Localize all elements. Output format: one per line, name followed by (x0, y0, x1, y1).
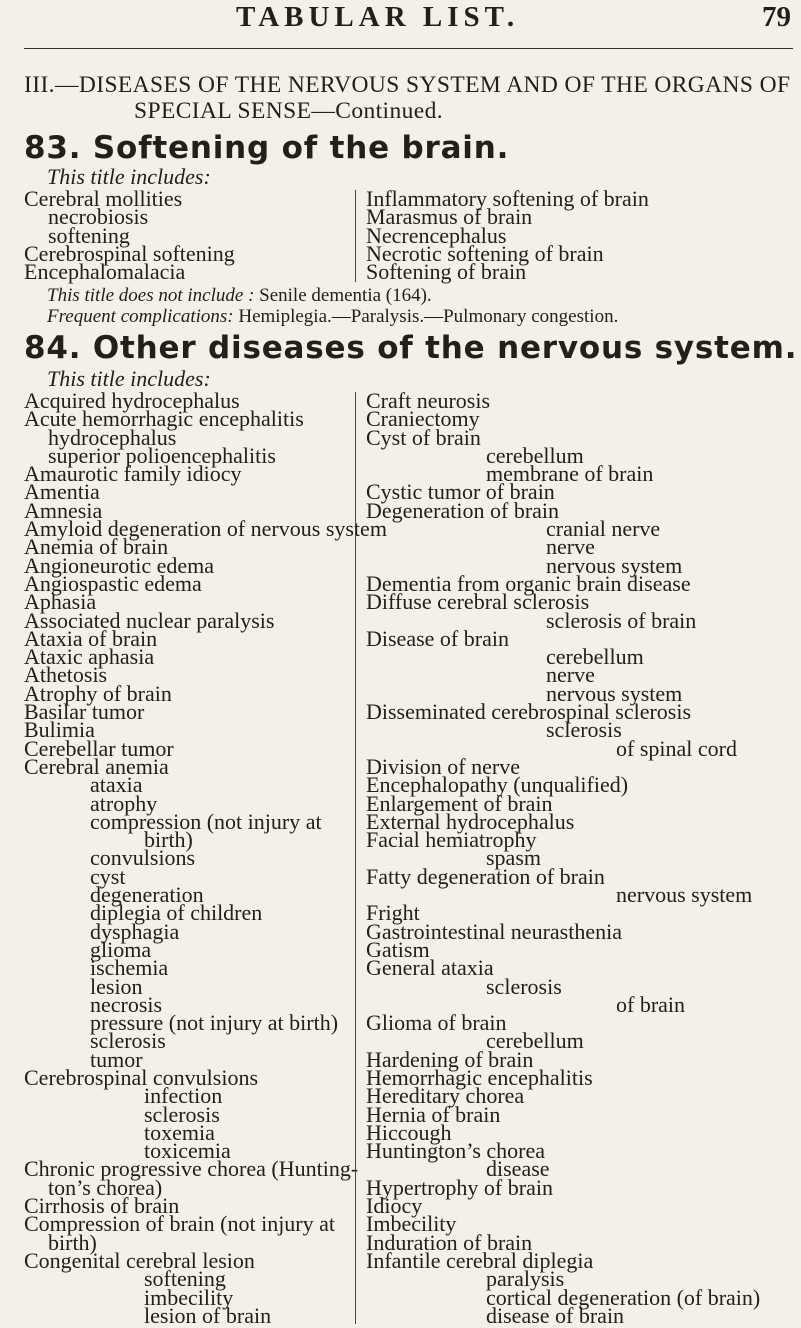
list-item: ischemia (90, 955, 169, 981)
list-item: sclerosis (90, 1028, 166, 1054)
list-item: Craniectomy (366, 406, 480, 432)
list-item: compression (not injury at (90, 808, 322, 834)
list-item: cyst (90, 863, 126, 889)
column-divider (355, 190, 356, 282)
exclusion-text: Senile dementia (164). (259, 285, 432, 306)
list-item: ataxia (90, 772, 143, 798)
list-item: Cerebral anemia (24, 753, 169, 779)
list-item: of brain (616, 991, 686, 1017)
list-item: Hernia of brain (366, 1101, 501, 1127)
list-item: cortical degeneration (of brain) (486, 1284, 761, 1310)
list-item: toxemia (144, 1119, 215, 1145)
list-item: spasm (486, 845, 541, 871)
category-83-left-column (24, 186, 346, 285)
category-83-heading: 83. Softening of the brain. (24, 130, 510, 166)
list-item: Encephalopathy (unqualified) (366, 772, 629, 798)
header-rule (24, 48, 793, 49)
list-item: Atrophy of brain (24, 680, 172, 706)
list-item: Necrotic softening of brain (366, 240, 604, 266)
list-item: birth) (48, 1229, 97, 1255)
list-item: cranial nerve (546, 516, 661, 542)
category-84-includes-label: This title includes: (47, 366, 211, 391)
list-item: diplegia of children (90, 900, 263, 926)
list-item: Infantile cerebral diplegia (366, 1247, 594, 1273)
list-item: hydrocephalus (48, 424, 177, 450)
list-item: nerve (546, 534, 595, 560)
list-item: Facial hemiatrophy (366, 827, 537, 853)
list-item: necrosis (90, 991, 163, 1017)
list-item: Induration of brain (366, 1229, 533, 1255)
list-item: convulsions (90, 845, 196, 871)
list-item: External hydrocephalus (366, 808, 575, 834)
list-item: Dementia from organic brain disease (366, 570, 691, 596)
list-item: Hereditary chorea (366, 1083, 525, 1109)
list-item: Acute hemorrhagic encephalitis (24, 406, 304, 432)
category-83-exclusion (47, 285, 432, 307)
list-item: cerebellum (486, 442, 584, 468)
list-item: lesion of brain (144, 1302, 272, 1328)
list-item: superior polioencephalitis (48, 442, 276, 468)
list-item: Division of nerve (366, 753, 520, 779)
list-item: Disease of brain (366, 625, 509, 651)
list-item: Imbecility (366, 1211, 457, 1237)
list-item: Compression of brain (not injury at (24, 1211, 336, 1237)
list-item: nervous system (546, 680, 683, 706)
list-item: disease of brain (486, 1302, 625, 1328)
list-item: infection (144, 1083, 223, 1109)
exclusion-label: This title does not include : (47, 285, 255, 306)
list-item: softening (144, 1266, 226, 1292)
list-item: Encephalomalacia (24, 259, 186, 285)
list-item: dysphagia (90, 918, 180, 944)
list-item: sclerosis (546, 717, 622, 743)
list-item: Disseminated cerebrospinal sclerosis (366, 699, 692, 725)
list-item: Cerebral mollities (24, 186, 183, 211)
list-item: Fatty degeneration of brain (366, 863, 605, 889)
running-header: TABULAR LIST. (236, 1, 520, 33)
list-item: nerve (546, 662, 595, 688)
list-item: softening (48, 222, 130, 248)
list-item: Marasmus of brain (366, 204, 533, 230)
list-item: tumor (90, 1046, 143, 1072)
list-item: Inflammatory softening of brain (366, 186, 649, 211)
category-84-left-column (24, 388, 387, 1328)
list-item: lesion (90, 973, 143, 999)
list-item: Associated nuclear paralysis (24, 607, 275, 633)
list-item: Cerebrospinal convulsions (24, 1064, 259, 1090)
category-83-complications (47, 306, 618, 328)
list-item: Craft neurosis (366, 388, 491, 413)
list-item: degeneration (90, 882, 204, 908)
list-item: Congenital cerebral lesion (24, 1247, 255, 1273)
list-item: pressure (not injury at birth) (90, 1010, 339, 1036)
list-item: birth) (144, 827, 193, 853)
section-heading (24, 72, 794, 124)
category-83-includes-label: This title includes: (47, 164, 211, 189)
list-item: Gastrointestinal neurasthenia (366, 918, 622, 944)
list-item: Basilar tumor (24, 699, 145, 725)
list-item: Aphasia (24, 589, 97, 615)
list-item: atrophy (90, 790, 158, 816)
list-item: Hiccough (366, 1119, 452, 1145)
list-item: Anemia of brain (24, 534, 169, 560)
list-item: toxicemia (144, 1138, 231, 1164)
list-item: nervous system (546, 552, 683, 578)
column-divider (355, 392, 356, 1324)
category-83-right-column (366, 186, 796, 285)
list-item: General ataxia (366, 955, 494, 981)
list-item: sclerosis (144, 1101, 220, 1127)
list-item: Glioma of brain (366, 1010, 507, 1036)
list-item: Angioneurotic edema (24, 552, 214, 578)
complications-label: Frequent complications: (47, 306, 234, 327)
list-item: Hardening of brain (366, 1046, 534, 1072)
list-item: nervous system (616, 882, 753, 908)
list-item: Cerebrospinal softening (24, 240, 235, 266)
list-item: of spinal cord (616, 735, 737, 761)
list-item: necrobiosis (48, 204, 149, 230)
section-heading-line1: III.—DISEASES OF THE NERVOUS SYSTEM AND OF THE ORGANS OF (24, 72, 791, 98)
list-item: Angiospastic edema (24, 570, 202, 596)
list-item: Ataxia of brain (24, 625, 158, 651)
list-item: ton’s chorea) (48, 1174, 163, 1200)
list-item: Cirrhosis of brain (24, 1193, 180, 1219)
list-item: Cerebellar tumor (24, 735, 174, 761)
page-number: 79 (762, 1, 791, 33)
list-item: Enlargement of brain (366, 790, 553, 816)
list-item: Chronic progressive chorea (Hunting- (24, 1156, 359, 1182)
list-item: Amyloid degeneration of nervous system (24, 516, 387, 542)
list-item: Diffuse cerebral sclerosis (366, 589, 590, 615)
list-item: Hemorrhagic encephalitis (366, 1064, 593, 1090)
section-heading-line2: SPECIAL SENSE—Continued. (134, 98, 444, 124)
list-item: paralysis (486, 1266, 565, 1292)
list-item: Hypertrophy of brain (366, 1174, 553, 1200)
list-item: Amnesia (24, 497, 103, 523)
complications-text: Hemiplegia.—Paralysis.—Pulmonary congestion. (238, 306, 619, 327)
list-item: Amentia (24, 479, 100, 505)
list-item: Fright (366, 900, 420, 926)
list-item: Degeneration of brain (366, 497, 560, 523)
list-item: cerebellum (486, 1028, 584, 1054)
list-item: Acquired hydrocephalus (24, 388, 240, 413)
list-item: Gatism (366, 936, 430, 962)
list-item: disease (486, 1156, 550, 1182)
list-item: Athetosis (24, 662, 108, 688)
list-item: Huntington’s chorea (366, 1138, 546, 1164)
list-item: Amaurotic family idiocy (24, 461, 242, 487)
category-84-right-column (366, 388, 796, 1328)
list-item: imbecility (144, 1284, 234, 1310)
list-item: cerebellum (546, 644, 644, 670)
list-item: Ataxic aphasia (24, 644, 155, 670)
list-item: Bulimia (24, 717, 95, 743)
list-item: Softening of brain (366, 259, 527, 285)
list-item: sclerosis of brain (546, 607, 697, 633)
list-item: Cystic tumor of brain (366, 479, 555, 505)
list-item: membrane of brain (486, 461, 654, 487)
list-item: Necrencephalus (366, 222, 507, 248)
list-item: sclerosis (486, 973, 562, 999)
list-item: glioma (90, 936, 152, 962)
category-84-heading: 84. Other diseases of the nervous system. (24, 330, 798, 366)
list-item: Cyst of brain (366, 424, 481, 450)
list-item: Idiocy (366, 1193, 423, 1219)
